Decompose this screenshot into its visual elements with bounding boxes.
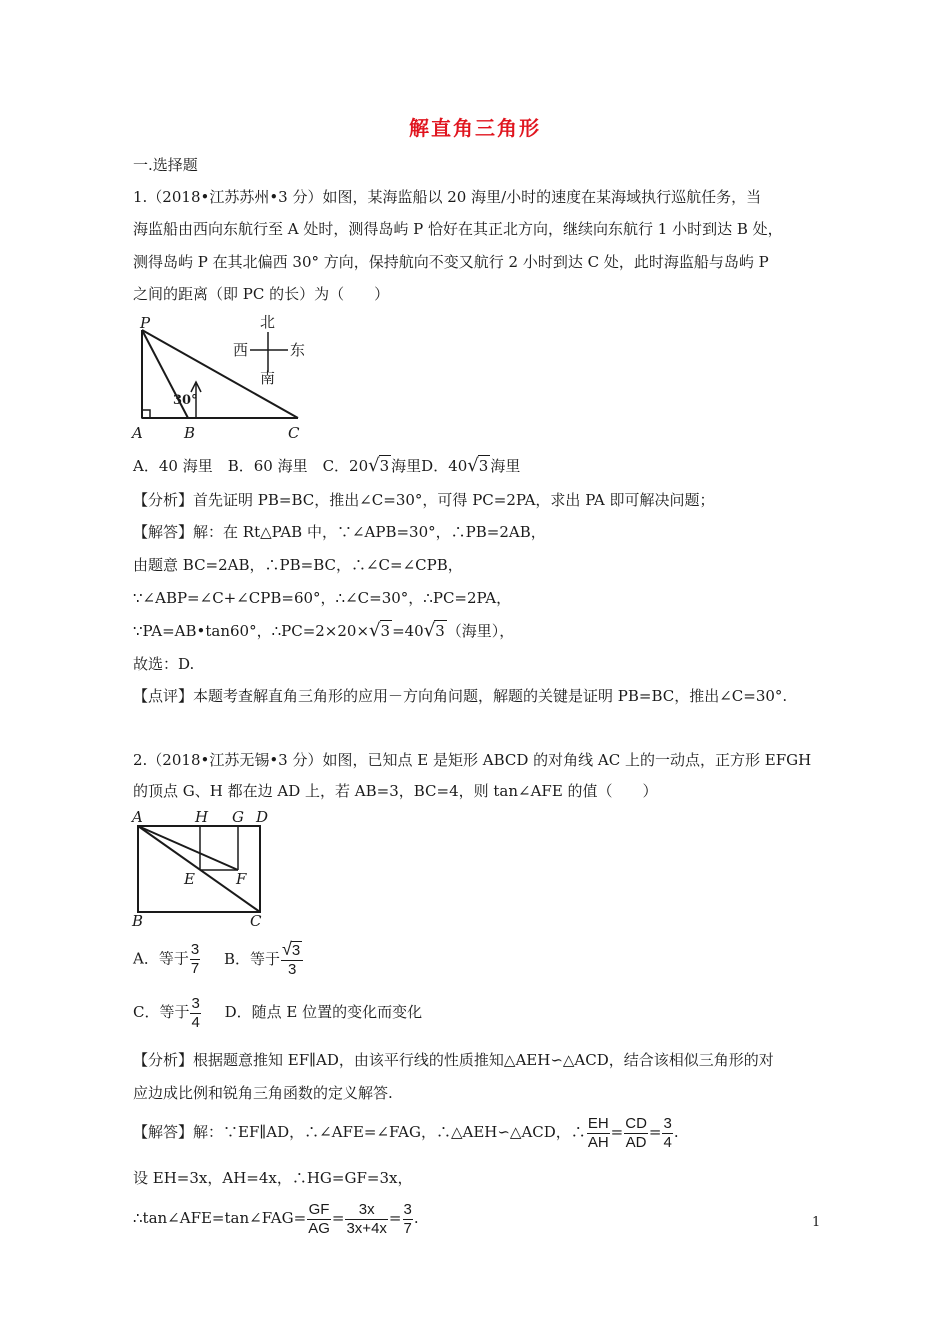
point-b-label: B (132, 912, 144, 930)
point-e-label: E (184, 870, 195, 888)
angle-label: 30° (173, 393, 198, 408)
q2-answer-line: ∴tan∠AFE=tan∠FAG= $\frac{GF}{AG}$ = $\frac{3x}{3x+4x}$ = $\frac{3}{7}$ . (133, 1200, 419, 1237)
point-c-label: C (288, 424, 300, 442)
q2-analysis-line: 【分析】根据题意推知 EF∥AD，由该平行线的性质推知△AEH∽△ACD，结合该相似三角形的对 (133, 1051, 774, 1069)
point-a-label: A (132, 424, 143, 442)
right-angle-mark (142, 410, 150, 418)
q1-answer-line: ∵PA=AB•tan60°，∴PC=2×20×√3 =40√3 （海里）， (133, 620, 515, 641)
q2-options-ab: A．等于 $\frac{3}{7}$ B．等于 $\frac{√3}{3}$ (133, 940, 304, 979)
point-g-label: G (232, 808, 244, 826)
compass-east: 东 (290, 341, 306, 359)
q2-analysis-line: 应边成比例和锐角三角函数的定义解答. (133, 1084, 393, 1102)
segment-af (138, 826, 238, 870)
q1-options: A．40 海里 B．60 海里 C．20√3 海里D．40√3 海里 (133, 455, 521, 476)
point-f-label: F (236, 870, 247, 888)
point-c-label: C (250, 912, 262, 930)
q1-comment: 【点评】本题考查解直角三角形的应用－方向角问题，解题的关键是证明 PB=BC，推出∠C=30°. (133, 687, 788, 705)
q1-stem-line: 测得岛屿 P 在其北偏西 30° 方向，保持航向不变又航行 2 小时到达 C 处，此时海监船与岛屿 P (133, 253, 769, 271)
page-title: 解直角三角形 (409, 116, 541, 140)
point-d-label: D (256, 808, 269, 826)
point-h-label: H (195, 808, 209, 826)
q1-answer-line: 【解答】解：在 Rt△PAB 中，∵∠APB=30°，∴PB=2AB， (133, 523, 546, 541)
compass-north: 北 (260, 313, 276, 331)
q2-stem-line: 2.（2018•江苏无锡•3 分）如图，已知点 E 是矩形 ABCD 的对角线 AC 上的一动点，正方形 EFGH (133, 751, 812, 769)
q2-stem-line: 的顶点 G、H 都在边 AD 上，若 AB=3，BC=4，则 tan∠AFE 的值（ ） (133, 782, 658, 800)
q2-figure (128, 806, 276, 930)
q2-answer-line: 【解答】解：∵EF∥AD，∴∠AFE=∠FAG，∴△AEH∽△ACD，∴ $\frac{EH}{AH}$ = $\frac{CD}{AD}$ = $\frac{3}{4}$ . (133, 1114, 679, 1151)
q1-stem-line: 海监船由西向东航行至 A 处时，测得岛屿 P 恰好在其正北方向，继续向东航行 1 小时到达 B 处， (133, 220, 783, 238)
section-heading: 一.选择题 (133, 156, 198, 174)
page-number: 1 (812, 1215, 821, 1230)
q2-options-cd: C．等于 $\frac{3}{4}$ D．随点 E 位置的变化而变化 (133, 994, 423, 1031)
q2-answer-line: 设 EH=3x，AH=4x，∴HG=GF=3x， (133, 1169, 413, 1187)
compass-west: 西 (233, 341, 249, 359)
compass-south: 南 (260, 369, 276, 387)
point-a-label: A (132, 808, 143, 826)
q1-stem-line: 之间的距离（即 PC 的长）为（ ） (133, 285, 390, 303)
q1-choice: 故选：D. (133, 655, 195, 673)
q1-answer-line: 由题意 BC=2AB，∴PB=BC，∴∠C=∠CPB， (133, 556, 463, 574)
point-p-label: P (140, 314, 151, 332)
q1-figure (128, 312, 318, 444)
diagonal-ac (138, 826, 260, 912)
point-b-label: B (184, 424, 196, 442)
q1-analysis: 【分析】首先证明 PB=BC，推出∠C=30°，可得 PC=2PA，求出 PA 即可解决问题； (133, 491, 715, 509)
q1-answer-line: ∵∠ABP=∠C+∠CPB=60°，∴∠C=30°，∴PC=2PA， (133, 589, 512, 607)
q1-stem-line: 1.（2018•江苏苏州•3 分）如图，某海监船以 20 海里/小时的速度在某海域执行巡航任务，当 (133, 188, 762, 206)
